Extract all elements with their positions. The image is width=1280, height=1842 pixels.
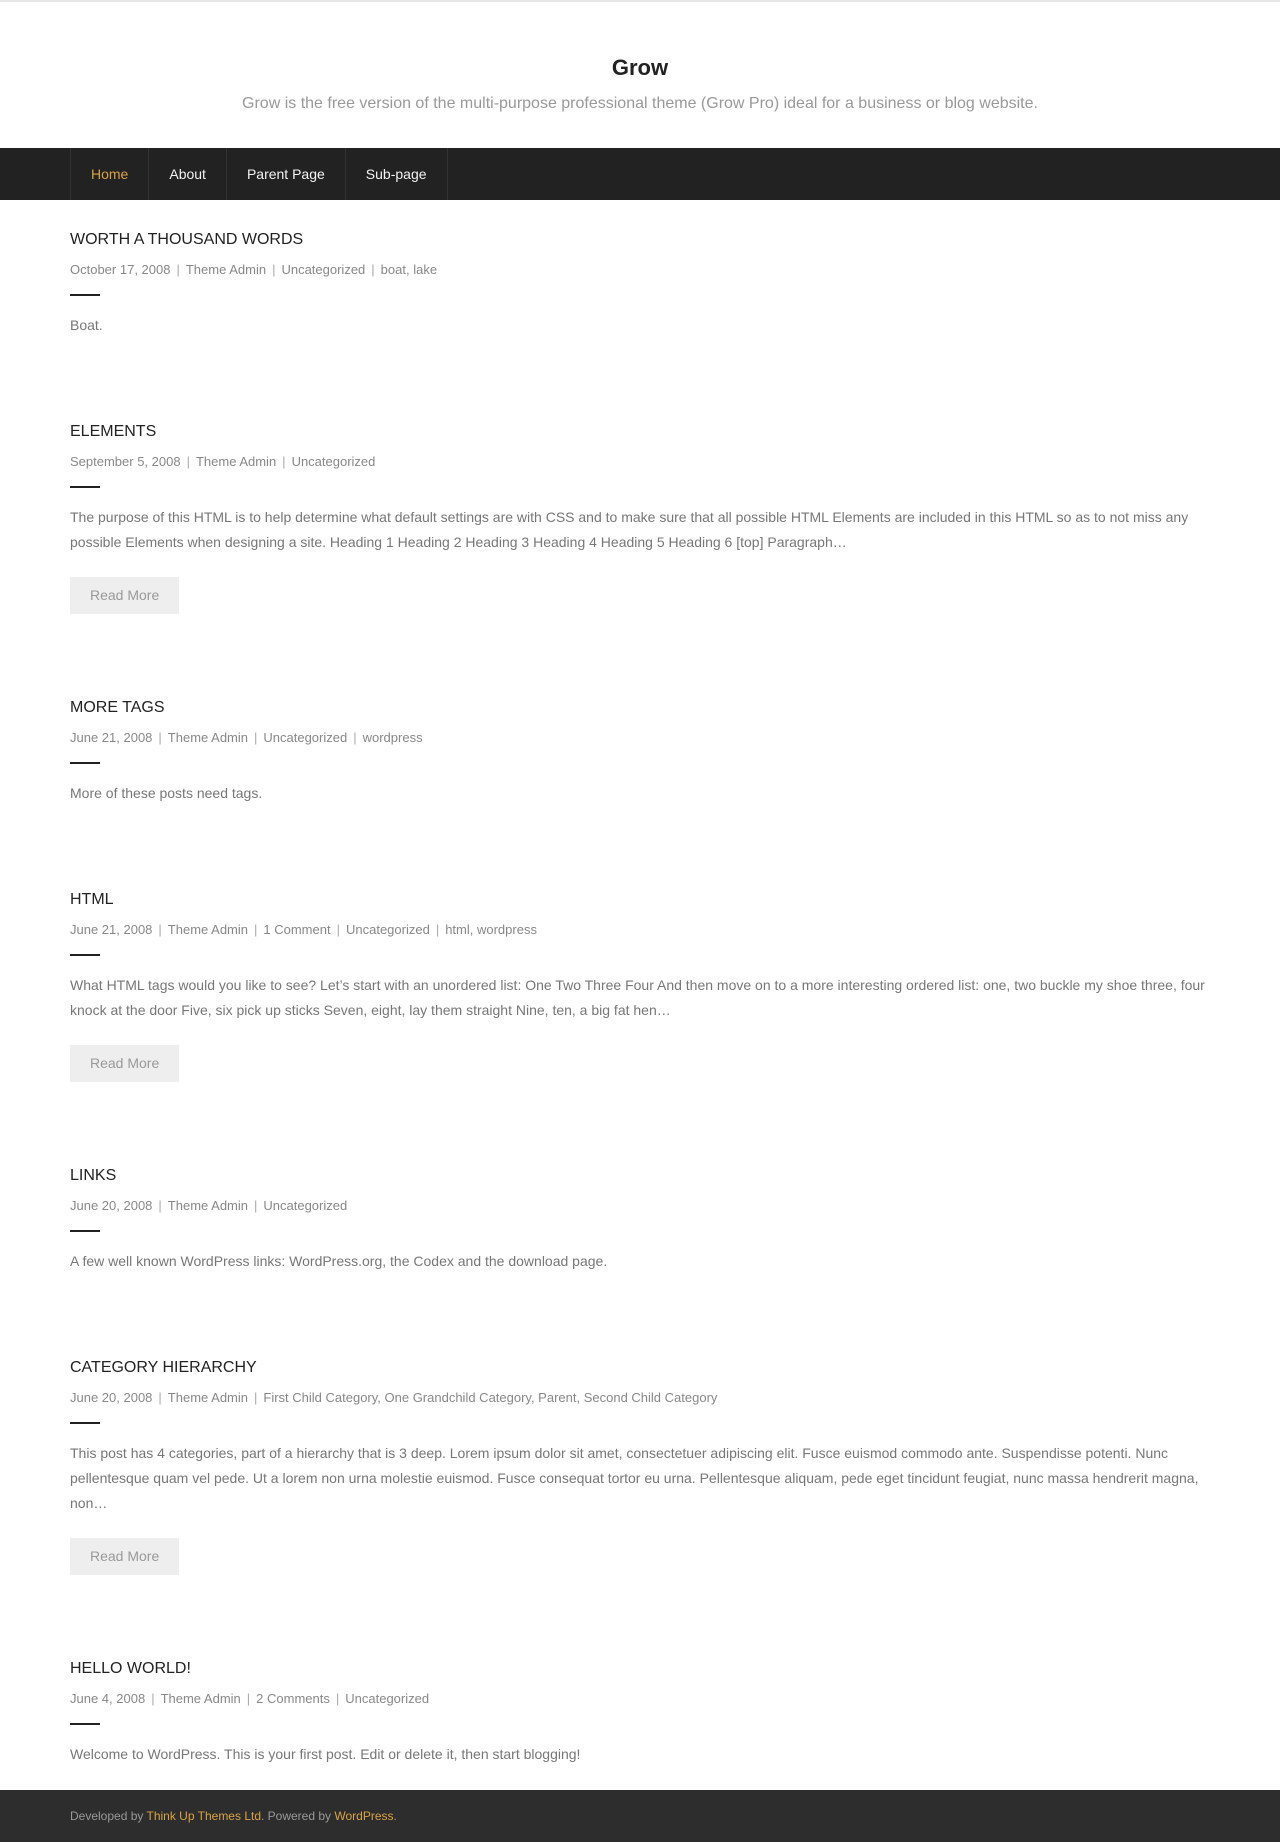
meta-separator: |	[254, 1390, 258, 1405]
post-excerpt: A few well known WordPress links: WordPress.org, the Codex and the download page.	[70, 1253, 608, 1269]
post-links	[70, 1136, 1210, 1328]
post-excerpt: More of these posts need tags.	[70, 785, 263, 801]
post-excerpt: Welcome to WordPress. This is your first post. Edit or delete it, then start blogging!	[70, 1746, 581, 1762]
post-meta-link[interactable]: 1 Comment	[263, 922, 331, 937]
meta-separator: |	[151, 1691, 155, 1706]
post-author[interactable]: Theme Admin	[167, 922, 248, 937]
title-divider	[70, 1422, 100, 1424]
title-divider	[70, 1723, 100, 1725]
post-meta	[70, 261, 1210, 279]
post-author[interactable]: Theme Admin	[160, 1691, 241, 1706]
post-meta	[70, 1690, 1210, 1708]
footer-end-text: .	[393, 1809, 397, 1823]
title-divider	[70, 1230, 100, 1232]
post-date[interactable]: June 20, 2008	[70, 1198, 153, 1213]
meta-separator: |	[336, 922, 340, 937]
post-date[interactable]: October 17, 2008	[70, 262, 171, 277]
meta-separator: |	[158, 1390, 162, 1405]
title-divider	[70, 762, 100, 764]
post-category-hierarchy	[70, 1328, 1210, 1629]
site-title[interactable]: Grow	[611, 55, 669, 80]
main-navigation	[0, 148, 1280, 200]
meta-separator: |	[254, 922, 258, 937]
post-meta	[70, 453, 1210, 471]
post-meta-link[interactable]: Uncategorized	[263, 730, 348, 745]
post-meta-link[interactable]: boat, lake	[380, 262, 438, 277]
post-date[interactable]: September 5, 2008	[70, 454, 181, 469]
meta-separator: |	[254, 730, 258, 745]
meta-separator: |	[186, 454, 190, 469]
post-author[interactable]: Theme Admin	[167, 1390, 248, 1405]
meta-separator: |	[371, 262, 375, 277]
meta-separator: |	[158, 730, 162, 745]
post-author[interactable]: Theme Admin	[167, 1198, 248, 1213]
nav-item-sub-page[interactable]: Sub-page	[346, 148, 448, 200]
post-meta	[70, 1197, 1210, 1215]
title-divider	[70, 954, 100, 956]
post-meta-link[interactable]: html, wordpress	[445, 922, 537, 937]
post-meta-link[interactable]: Uncategorized	[263, 1198, 348, 1213]
post-meta	[70, 1389, 1210, 1407]
post-meta	[70, 921, 1210, 939]
nav-item-home[interactable]: Home	[71, 148, 149, 200]
site-footer	[0, 1790, 1280, 1842]
read-more-button[interactable]: Read More	[70, 1045, 179, 1082]
title-divider	[70, 294, 100, 296]
post-title[interactable]: CATEGORY HIERARCHY	[70, 1359, 257, 1376]
meta-separator: |	[158, 1198, 162, 1213]
post-date[interactable]: June 4, 2008	[70, 1691, 146, 1706]
post-title[interactable]: LINKS	[70, 1167, 117, 1184]
post-html	[70, 860, 1210, 1136]
post-excerpt: The purpose of this HTML is to help determine what default settings are with CSS and to make sure that all possible HTML Elements are included in this HTML so as to not miss any possible Elements when designing a site. Heading 1 Heading 2 Heading 3 Heading 4 Heading 5 Heading 6 [top] Paragraph…	[70, 509, 1189, 550]
wordpress-link[interactable]: WordPress	[334, 1809, 394, 1823]
meta-separator: |	[282, 454, 286, 469]
post-meta-link[interactable]: Uncategorized	[291, 454, 376, 469]
post-elements	[70, 392, 1210, 668]
post-meta-link[interactable]: First Child Category, One Grandchild Category, Parent, Second Child Category	[263, 1390, 718, 1405]
post-author[interactable]: Theme Admin	[195, 454, 277, 469]
post-meta-link[interactable]: 2 Comments	[256, 1691, 330, 1706]
read-more-button[interactable]: Read More	[70, 577, 179, 614]
site-description: Grow is the free version of the multi-purpose professional theme (Grow Pro) ideal for a business or blog website.	[242, 95, 1038, 112]
post-worth-a-thousand-words	[70, 200, 1210, 392]
footer-powered-text: . Powered by	[261, 1809, 335, 1823]
meta-separator: |	[435, 922, 440, 937]
post-title[interactable]: HTML	[70, 891, 114, 908]
site-header	[0, 2, 1280, 148]
meta-separator: |	[158, 922, 162, 937]
developer-link[interactable]: Think Up Themes Ltd	[146, 1809, 261, 1823]
post-date[interactable]: June 21, 2008	[70, 730, 153, 745]
post-author[interactable]: Theme Admin	[185, 262, 267, 277]
post-excerpt: What HTML tags would you like to see? Let’s start with an unordered list: One Two Three Four And then move on to a more interesting ordered list: one, two buckle my shoe three, four knock at the door Five, six pick up sticks Seven, eight, lay them straight Nine, ten, a big fat hen…	[70, 977, 1205, 1018]
post-title[interactable]: MORE TAGS	[70, 699, 165, 716]
nav-item-parent-page[interactable]: Parent Page	[227, 148, 346, 200]
nav-item-about[interactable]: About	[149, 148, 227, 200]
post-meta-link[interactable]: wordpress	[362, 730, 423, 745]
meta-separator: |	[254, 1198, 258, 1213]
meta-separator: |	[246, 1691, 251, 1706]
post-author[interactable]: Theme Admin	[167, 730, 248, 745]
read-more-button[interactable]: Read More	[70, 1538, 179, 1575]
post-excerpt: Boat.	[70, 317, 103, 333]
post-title[interactable]: HELLO WORLD!	[70, 1660, 191, 1677]
post-date[interactable]: June 21, 2008	[70, 922, 153, 937]
post-meta-link[interactable]: Uncategorized	[281, 262, 366, 277]
meta-separator: |	[272, 262, 276, 277]
post-meta-link[interactable]: Uncategorized	[345, 1691, 430, 1706]
footer-developed-text: Developed by	[70, 1809, 147, 1823]
post-title[interactable]: ELEMENTS	[70, 423, 157, 440]
post-excerpt: This post has 4 categories, part of a hierarchy that is 3 deep. Lorem ipsum dolor sit amet, consectetuer adipiscing elit. Fusce euismod commodo ante. Suspendisse potenti. Nunc pellentesque quam vel pede. Ut a lorem non urna molestie euismod. Fusce consequat tortor eu urna. Pellentesque aliquam, pede eget tincidunt feugiat, nunc massa hendrerit magna, non…	[70, 1445, 1199, 1511]
post-meta-link[interactable]: Uncategorized	[345, 922, 430, 937]
title-divider	[70, 486, 100, 488]
post-date[interactable]: June 20, 2008	[70, 1390, 153, 1405]
meta-separator: |	[353, 730, 357, 745]
post-meta	[70, 729, 1210, 747]
post-title[interactable]: WORTH A THOUSAND WORDS	[70, 231, 304, 248]
post-more-tags	[70, 668, 1210, 860]
meta-separator: |	[335, 1691, 340, 1706]
nav-menu	[70, 148, 448, 200]
meta-separator: |	[176, 262, 180, 277]
post-list	[0, 200, 1280, 1821]
